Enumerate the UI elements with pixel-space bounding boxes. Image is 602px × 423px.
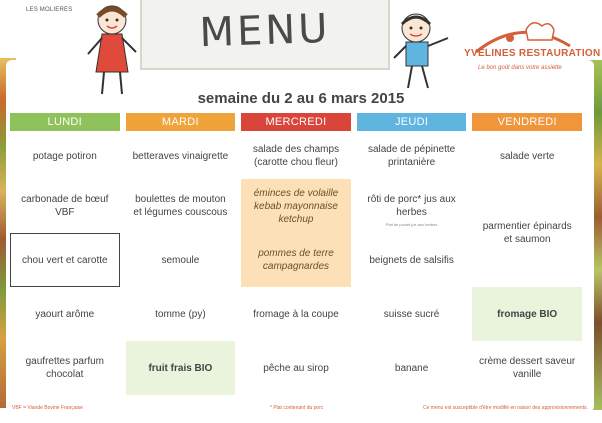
menu-item: rôti de porc* jus aux herbes: [367, 194, 456, 218]
menu-item: tomme (py): [155, 308, 206, 320]
menu-item: parmentier épinards et saumon: [482, 221, 572, 245]
day-header-jeudi: JEUDI: [357, 113, 467, 131]
menu-item-bio: fruit frais BIO: [126, 341, 236, 395]
week-label: semaine du 2 au 6 mars 2015: [197, 90, 405, 107]
cartoon-boy-illustration: [388, 8, 458, 94]
menu-item: pêche au sirop: [263, 362, 329, 374]
menu-item: salade de pépinette printanière: [367, 144, 456, 168]
menu-item: banane: [394, 362, 429, 374]
menu-item-bio: fromage BIO: [472, 287, 582, 341]
menu-item: yaourt arôme: [35, 308, 95, 320]
yvelines-restauration-logo: [458, 10, 601, 78]
menu-item-note: Plat de poulet jus aux herbes: [385, 222, 438, 227]
day-column-lundi: [10, 113, 120, 401]
day-column-jeudi: [357, 113, 467, 401]
menu-title: MENU: [198, 5, 332, 57]
menu-item: salade verte: [499, 150, 555, 162]
footer-vbf-note: VBF = Viande Bovine Française: [12, 405, 83, 411]
school-name: LES MOLIERES: [26, 7, 73, 13]
menu-item: carbonade de bœuf VBF: [21, 194, 109, 218]
menu-item-highlight: éminces de volaille kebab mayonnaise ketchup: [241, 179, 351, 233]
day-column-mercredi: [241, 113, 351, 401]
menu-item: suisse sucré: [383, 308, 440, 320]
menu-item: potage potiron: [32, 150, 97, 162]
logo-name: YVELINES RESTAURATION: [464, 48, 601, 59]
day-header-mercredi: MERCREDI: [241, 113, 351, 131]
cartoon-girl-illustration: [82, 2, 142, 102]
logo-tagline: Le bon goût dans votre assiette: [478, 65, 562, 71]
menu-item: gaufrettes parfum chocolat: [25, 356, 104, 380]
day-column-mardi: [126, 113, 236, 401]
menu-item: fromage à la coupe: [253, 308, 339, 320]
menu-grid: [10, 113, 582, 401]
footer-pork-note: * Plat contenant du porc: [270, 405, 324, 411]
menu-item: betteraves vinaigrette: [132, 150, 229, 162]
menu-item-with-note: [357, 179, 467, 233]
day-header-lundi: LUNDI: [10, 113, 120, 131]
menu-item: beignets de salsifis: [369, 254, 454, 266]
menu-item: crème dessert saveur vanille: [479, 356, 576, 380]
day-header-mardi: MARDI: [126, 113, 236, 131]
footer-disclaimer: Ce menu est susceptible d'être modifié en raison des approvisionnements.: [423, 405, 588, 411]
menu-item: chou vert et carotte: [10, 233, 120, 287]
menu-item: salade des champs (carotte chou fleur): [252, 144, 340, 168]
menu-sign: [140, 0, 390, 70]
menu-item: semoule: [161, 254, 200, 266]
day-column-vendredi: [472, 113, 582, 401]
day-header-vendredi: VENDREDI: [472, 113, 582, 131]
menu-item-highlight: pommes de terre campagnardes: [241, 233, 351, 287]
menu-item: boulettes de mouton et légumes couscous: [133, 194, 228, 218]
